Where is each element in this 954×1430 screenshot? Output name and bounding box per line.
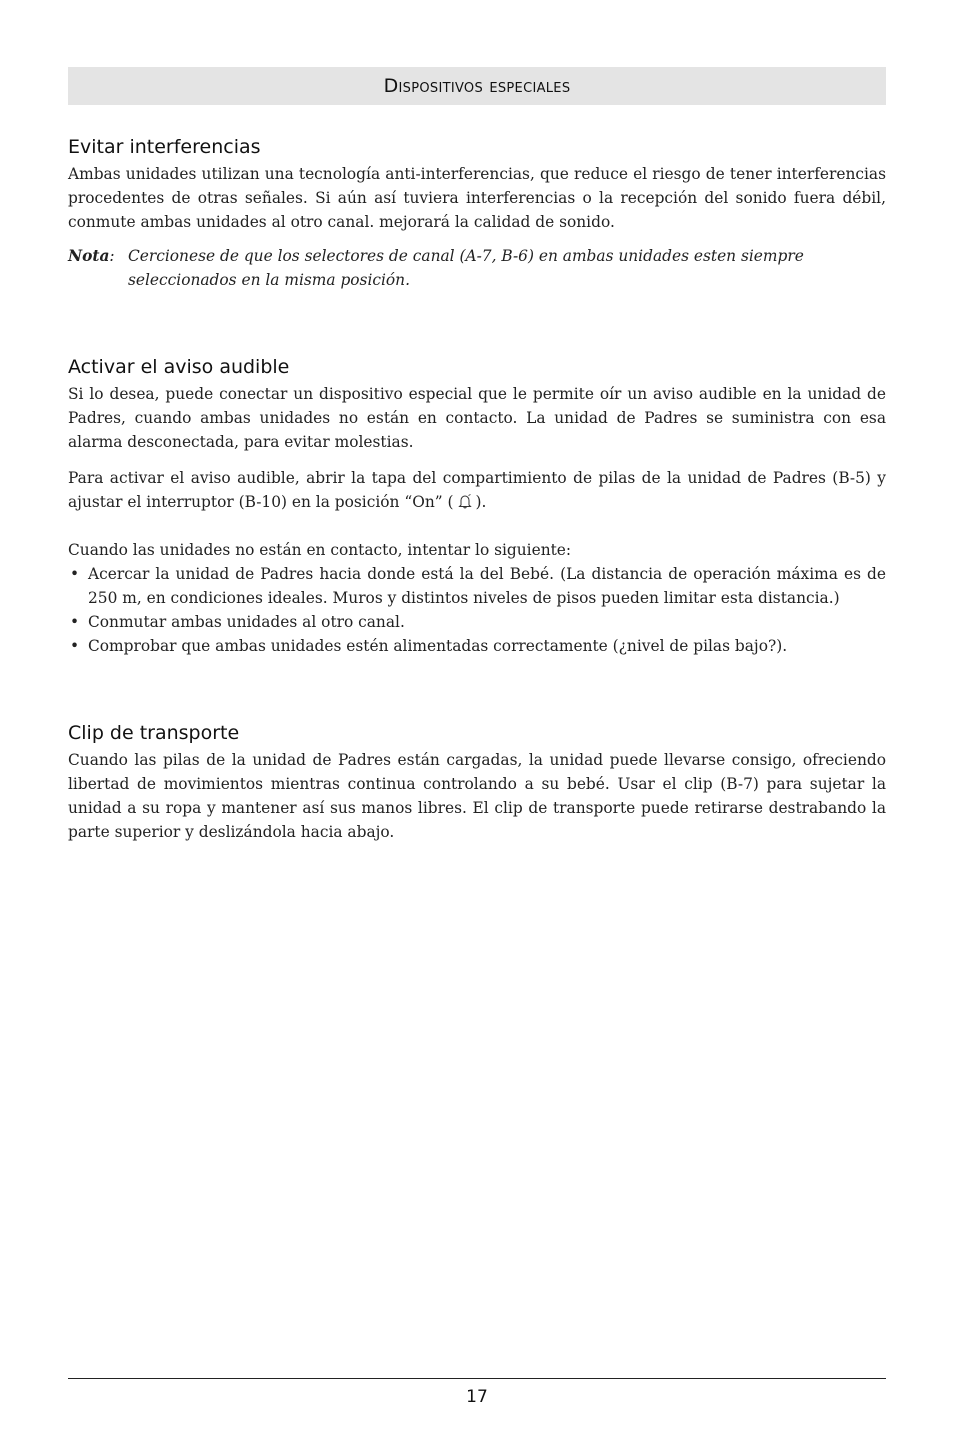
list-item: • Conmutar ambas unidades al otro canal. [68, 610, 886, 634]
bullet-list [68, 562, 886, 658]
paragraph: Si lo desea, puede conectar un dispositivo especial que le permite oír un aviso audible en la unidad de Padres, cuando ambas unidades no están en contacto. La unidad de Padres se suministra con esa alarma desconectada, para evitar molestias. [68, 385, 886, 451]
activate-text-before: Para activar el aviso audible, abrir la tapa del compartimiento de pilas de la unidad de Padres (B-5) y ajustar el interruptor (B-10) en la posición “On” ( [68, 469, 886, 511]
section-heading: Activar el aviso audible [68, 356, 290, 378]
activate-paragraph [68, 466, 886, 514]
paragraph: Ambas unidades utilizan una tecnología anti-interferencias, que reduce el riesgo de tener interferencias procedentes de otras señales. Si aún así tuviera interferencias o la recepción del sonido fuera débil, conmute ambas unidades al otro canal. mejorará la calidad de sonido. [68, 165, 886, 231]
footer-divider [68, 1378, 886, 1379]
note [68, 244, 886, 292]
list-item: • Comprobar que ambas unidades estén alimentadas correctamente (¿nivel de pilas bajo?). [68, 634, 886, 658]
list-item: • Acercar la unidad de Padres hacia donde está la del Bebé. (La distancia de operación máxima es de 250 m, en condiciones ideales. Muros y distintos niveles de pisos pueden limitar esta distancia.) [68, 562, 886, 610]
note-text: Cercionese de que los selectores de canal (A-7, B-6) en ambas unidades esten siempre seleccionados en la misma posición. [128, 247, 804, 289]
note-label: Nota [68, 247, 110, 265]
activate-text-after: ). [475, 493, 487, 511]
bell-icon [458, 494, 472, 509]
section-heading: Evitar interferencias [68, 136, 261, 158]
list-intro: Cuando las unidades no están en contacto, intentar lo siguiente: [68, 541, 572, 559]
section-evitar-interferencias [68, 136, 886, 292]
section-activar-aviso-audible [68, 356, 886, 658]
chapter-title-bar [68, 67, 886, 105]
page-number: 17 [466, 1387, 488, 1407]
section-clip-de-transporte [68, 722, 886, 844]
chapter-title: Dispositivos especiales [383, 75, 571, 97]
note-separator: : [109, 247, 115, 265]
paragraph: Cuando las pilas de la unidad de Padres están cargadas, la unidad puede llevarse consigo, ofreciendo libertad de movimientos mientras continua controlando a su bebé. Usar el clip (B-7) para sujetar la unidad a su ropa y mantener así sus manos libres. El clip de transporte puede retirarse destrabando la parte superior y deslizándola hacia abajo. [68, 751, 886, 841]
section-heading: Clip de transporte [68, 722, 240, 744]
document-page [68, 67, 886, 844]
note-label-wrap [68, 244, 128, 292]
